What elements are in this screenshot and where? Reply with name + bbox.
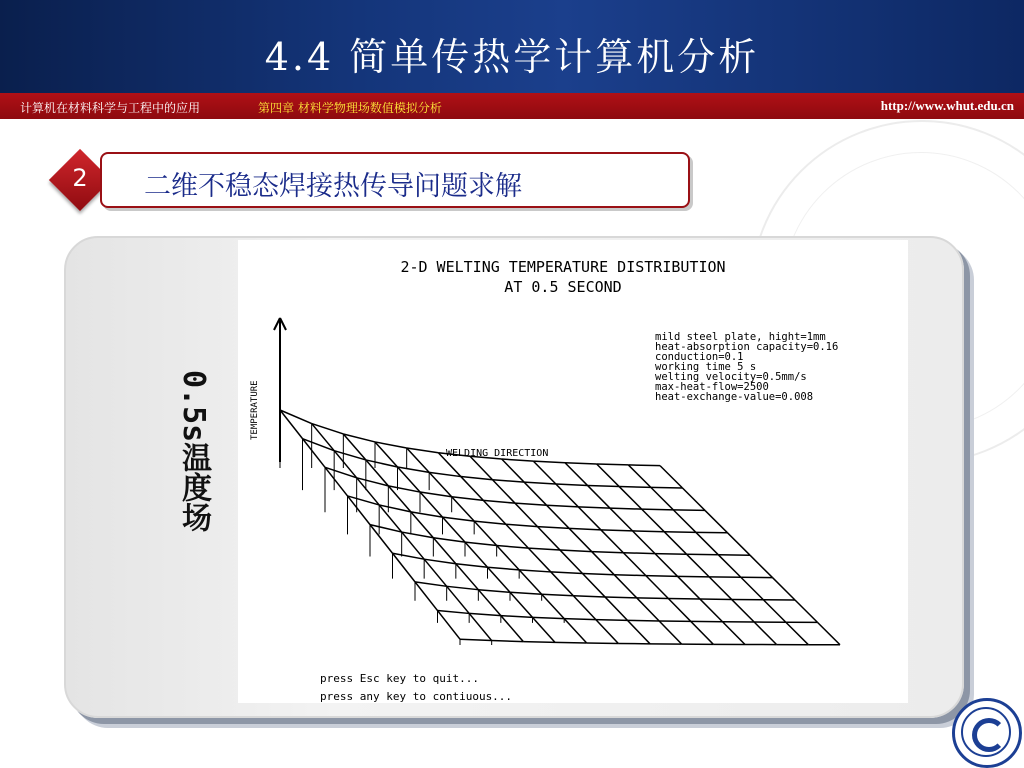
- mesh-line: [673, 510, 696, 532]
- mesh-plot: [238, 240, 908, 703]
- mesh-line: [723, 622, 746, 645]
- mesh-line: [510, 592, 533, 617]
- mesh-line: [447, 586, 470, 613]
- mesh-line: [502, 459, 524, 482]
- mesh-line: [519, 570, 542, 594]
- mesh-line: [732, 599, 755, 622]
- mesh-line: [506, 524, 529, 548]
- mesh-line: [461, 477, 484, 501]
- mesh-line: [646, 576, 678, 577]
- slide-title: 4.4 简单传热学计算机分析: [264, 35, 760, 79]
- mesh-line: [610, 508, 642, 509]
- mesh-line: [447, 586, 479, 589]
- mesh-line: [533, 617, 556, 642]
- mesh-line: [469, 613, 501, 615]
- mesh-line: [597, 464, 620, 487]
- mesh-line: [469, 613, 492, 640]
- mesh-line: [678, 576, 701, 599]
- header-bar: [0, 0, 1024, 93]
- mesh-line: [651, 487, 683, 488]
- mesh-line: [515, 503, 547, 505]
- mesh-line: [438, 611, 461, 640]
- mesh-line: [668, 599, 700, 600]
- section-heading: 二维不稳态焊接热传导问题求解: [144, 171, 522, 202]
- mesh-line: [818, 622, 841, 644]
- mesh-line: [628, 620, 651, 643]
- mesh-line: [619, 487, 642, 510]
- mesh-line: [795, 600, 818, 622]
- mesh-line: [488, 567, 520, 570]
- mesh-line: [565, 463, 597, 464]
- mesh-line: [555, 642, 587, 643]
- mesh-line: [773, 578, 796, 600]
- mesh-line: [597, 464, 629, 465]
- mesh-line: [664, 532, 687, 555]
- mesh-line: [696, 532, 719, 554]
- mesh-line: [528, 548, 551, 572]
- mesh-line: [619, 487, 651, 488]
- mesh-line: [547, 505, 570, 528]
- mesh-line: [569, 528, 592, 551]
- mesh-line: [465, 542, 497, 545]
- mesh-line: [673, 510, 705, 511]
- course-bar: [0, 93, 1024, 119]
- mesh-line: [357, 478, 380, 505]
- mesh-line: [501, 616, 533, 618]
- mesh-line: [578, 507, 601, 530]
- mesh-line: [497, 546, 529, 549]
- mesh-line: [478, 590, 501, 616]
- mesh-line: [429, 472, 452, 496]
- mesh-line: [523, 642, 555, 643]
- mesh-line: [678, 576, 710, 577]
- mesh-line: [515, 503, 538, 526]
- mesh-line: [628, 465, 660, 466]
- mesh-line: [633, 531, 665, 532]
- mesh-line: [601, 530, 624, 553]
- mesh-line: [433, 538, 465, 542]
- mesh-line: [424, 559, 456, 564]
- mesh-line: [596, 620, 619, 644]
- mesh-line: [588, 485, 620, 486]
- mesh-line: [633, 531, 656, 554]
- course-name: 计算机在材料科学与工程中的应用: [20, 101, 201, 115]
- mesh-line: [452, 497, 475, 521]
- mesh-line: [429, 472, 461, 476]
- mesh-line: [348, 496, 371, 525]
- mesh-line: [655, 554, 687, 555]
- prompt-continue: press any key to contiuous...: [320, 690, 513, 703]
- figure-title-line2: AT 0.5 SECOND: [504, 278, 622, 296]
- mesh-line: [564, 619, 596, 620]
- mesh-line: [651, 487, 674, 509]
- mesh-line: [461, 477, 493, 480]
- mesh-line: [564, 619, 587, 643]
- mesh-line: [501, 616, 524, 642]
- mesh-line: [452, 497, 484, 501]
- mesh-line: [443, 517, 475, 521]
- mesh-line: [556, 484, 588, 485]
- mesh-line: [763, 600, 786, 622]
- mesh-line: [628, 620, 660, 621]
- mesh-line: [691, 621, 714, 644]
- mesh-line: [642, 509, 665, 532]
- mesh-line: [728, 533, 751, 555]
- temperature-figure: [238, 240, 908, 703]
- mesh-line: [786, 622, 809, 644]
- mesh-line: [493, 480, 525, 482]
- mesh-line: [556, 484, 579, 507]
- mesh-line: [519, 570, 551, 572]
- mesh-line: [415, 582, 447, 586]
- mesh-line: [443, 517, 466, 542]
- mesh-line: [424, 559, 447, 586]
- mesh-line: [660, 466, 683, 488]
- mesh-line: [533, 461, 565, 463]
- mesh-line: [542, 594, 565, 618]
- mesh-line: [528, 548, 560, 550]
- mesh-line: [470, 456, 493, 479]
- mesh-line: [524, 482, 556, 484]
- site-url[interactable]: http://www.whut.edu.cn: [880, 98, 1014, 113]
- mesh-line: [709, 577, 732, 600]
- mesh-line: [655, 554, 678, 577]
- mesh-line: [605, 597, 628, 620]
- mesh-line: [456, 564, 488, 567]
- mesh-line: [646, 576, 669, 599]
- mesh-line: [474, 521, 496, 545]
- mesh-line: [642, 509, 674, 510]
- mesh-line: [754, 622, 777, 645]
- mesh-line: [560, 550, 592, 552]
- mesh-line: [483, 500, 515, 503]
- section-number: 2: [72, 164, 88, 192]
- mesh-line: [592, 552, 624, 553]
- mesh-line: [492, 641, 524, 642]
- mesh-line: [601, 530, 633, 531]
- mesh-line: [465, 542, 488, 567]
- mesh-line: [596, 620, 628, 621]
- mesh-line: [415, 582, 438, 611]
- mesh-line: [438, 611, 470, 614]
- figure-title-line1: 2-D WELTING TEMPERATURE DISTRIBUTION: [400, 258, 726, 276]
- mesh-line: [533, 617, 565, 618]
- mesh-line: [560, 550, 583, 573]
- university-logo-icon: [952, 698, 1022, 768]
- section-heading-box: [100, 152, 690, 208]
- mesh-line: [460, 639, 492, 640]
- mesh-line: [497, 546, 519, 570]
- param-line: working time 5 s: [655, 361, 757, 373]
- mesh-line: [683, 488, 706, 510]
- mesh-line: [478, 590, 510, 593]
- mesh-line: [483, 500, 506, 524]
- mesh-line: [538, 527, 561, 550]
- param-line: heat-exchange-value=0.008: [655, 391, 814, 403]
- mesh-line: [583, 574, 615, 575]
- mesh-line: [538, 527, 570, 529]
- mesh-line: [502, 459, 534, 461]
- mesh-line: [573, 596, 605, 597]
- mesh-line: [456, 564, 479, 590]
- mesh-line: [637, 598, 660, 621]
- mesh-line: [705, 510, 728, 532]
- prompt-quit: press Esc key to quit...: [320, 672, 479, 685]
- mesh-line: [407, 448, 439, 453]
- mesh-line: [547, 505, 579, 507]
- mesh-line: [687, 554, 710, 577]
- mesh-line: [348, 496, 380, 505]
- param-line: mild steel plate, hight=1mm: [655, 331, 826, 343]
- mesh-line: [637, 598, 669, 599]
- side-label: 0.5s温度场: [176, 370, 211, 533]
- mesh-line: [741, 577, 763, 599]
- mesh-line: [433, 538, 456, 564]
- mesh-line: [506, 524, 538, 526]
- mesh-line: [659, 621, 682, 644]
- param-line: conduction=0.1: [655, 351, 744, 363]
- mesh-line: [687, 554, 719, 555]
- mesh-line: [750, 555, 773, 577]
- mesh-line: [565, 463, 588, 486]
- mesh-line: [474, 521, 506, 524]
- mesh-line: [614, 575, 646, 576]
- mesh-line: [578, 507, 610, 508]
- temperature-axis-label: TEMPERATURE: [250, 380, 260, 440]
- mesh-line: [718, 555, 741, 577]
- parameter-list: [655, 332, 838, 402]
- mesh-line: [664, 532, 696, 533]
- mesh-line: [588, 485, 611, 508]
- mesh-line: [605, 597, 637, 598]
- welding-direction-label: WELDING DIRECTION: [446, 448, 549, 459]
- mesh-line: [623, 553, 646, 576]
- mesh-line: [628, 465, 651, 487]
- mesh-line: [573, 596, 596, 620]
- mesh-line: [493, 480, 516, 503]
- chapter-name: 第四章 材料学物理场数值模拟分析: [258, 101, 442, 115]
- mesh-line: [510, 592, 542, 594]
- mesh-line: [592, 552, 615, 575]
- param-line: welting velocity=0.5mm/s: [655, 371, 807, 383]
- mesh-line: [542, 594, 574, 596]
- mesh-line: [668, 599, 691, 622]
- param-line: heat-absorption capacity=0.16: [655, 341, 839, 353]
- mesh-line: [569, 528, 601, 529]
- mesh-line: [533, 461, 556, 484]
- mesh-line: [623, 553, 655, 554]
- mesh-line: [614, 575, 637, 598]
- mesh-line: [551, 572, 574, 596]
- mesh-line: [488, 567, 511, 592]
- mesh-line: [551, 572, 583, 574]
- mesh-line: [583, 574, 606, 597]
- mesh-line: [700, 599, 723, 622]
- mesh-line: [610, 508, 633, 531]
- param-line: max-heat-flow=2500: [655, 381, 769, 393]
- mesh-line: [524, 482, 547, 505]
- mesh-line: [420, 492, 452, 497]
- mesh-line: [343, 434, 375, 442]
